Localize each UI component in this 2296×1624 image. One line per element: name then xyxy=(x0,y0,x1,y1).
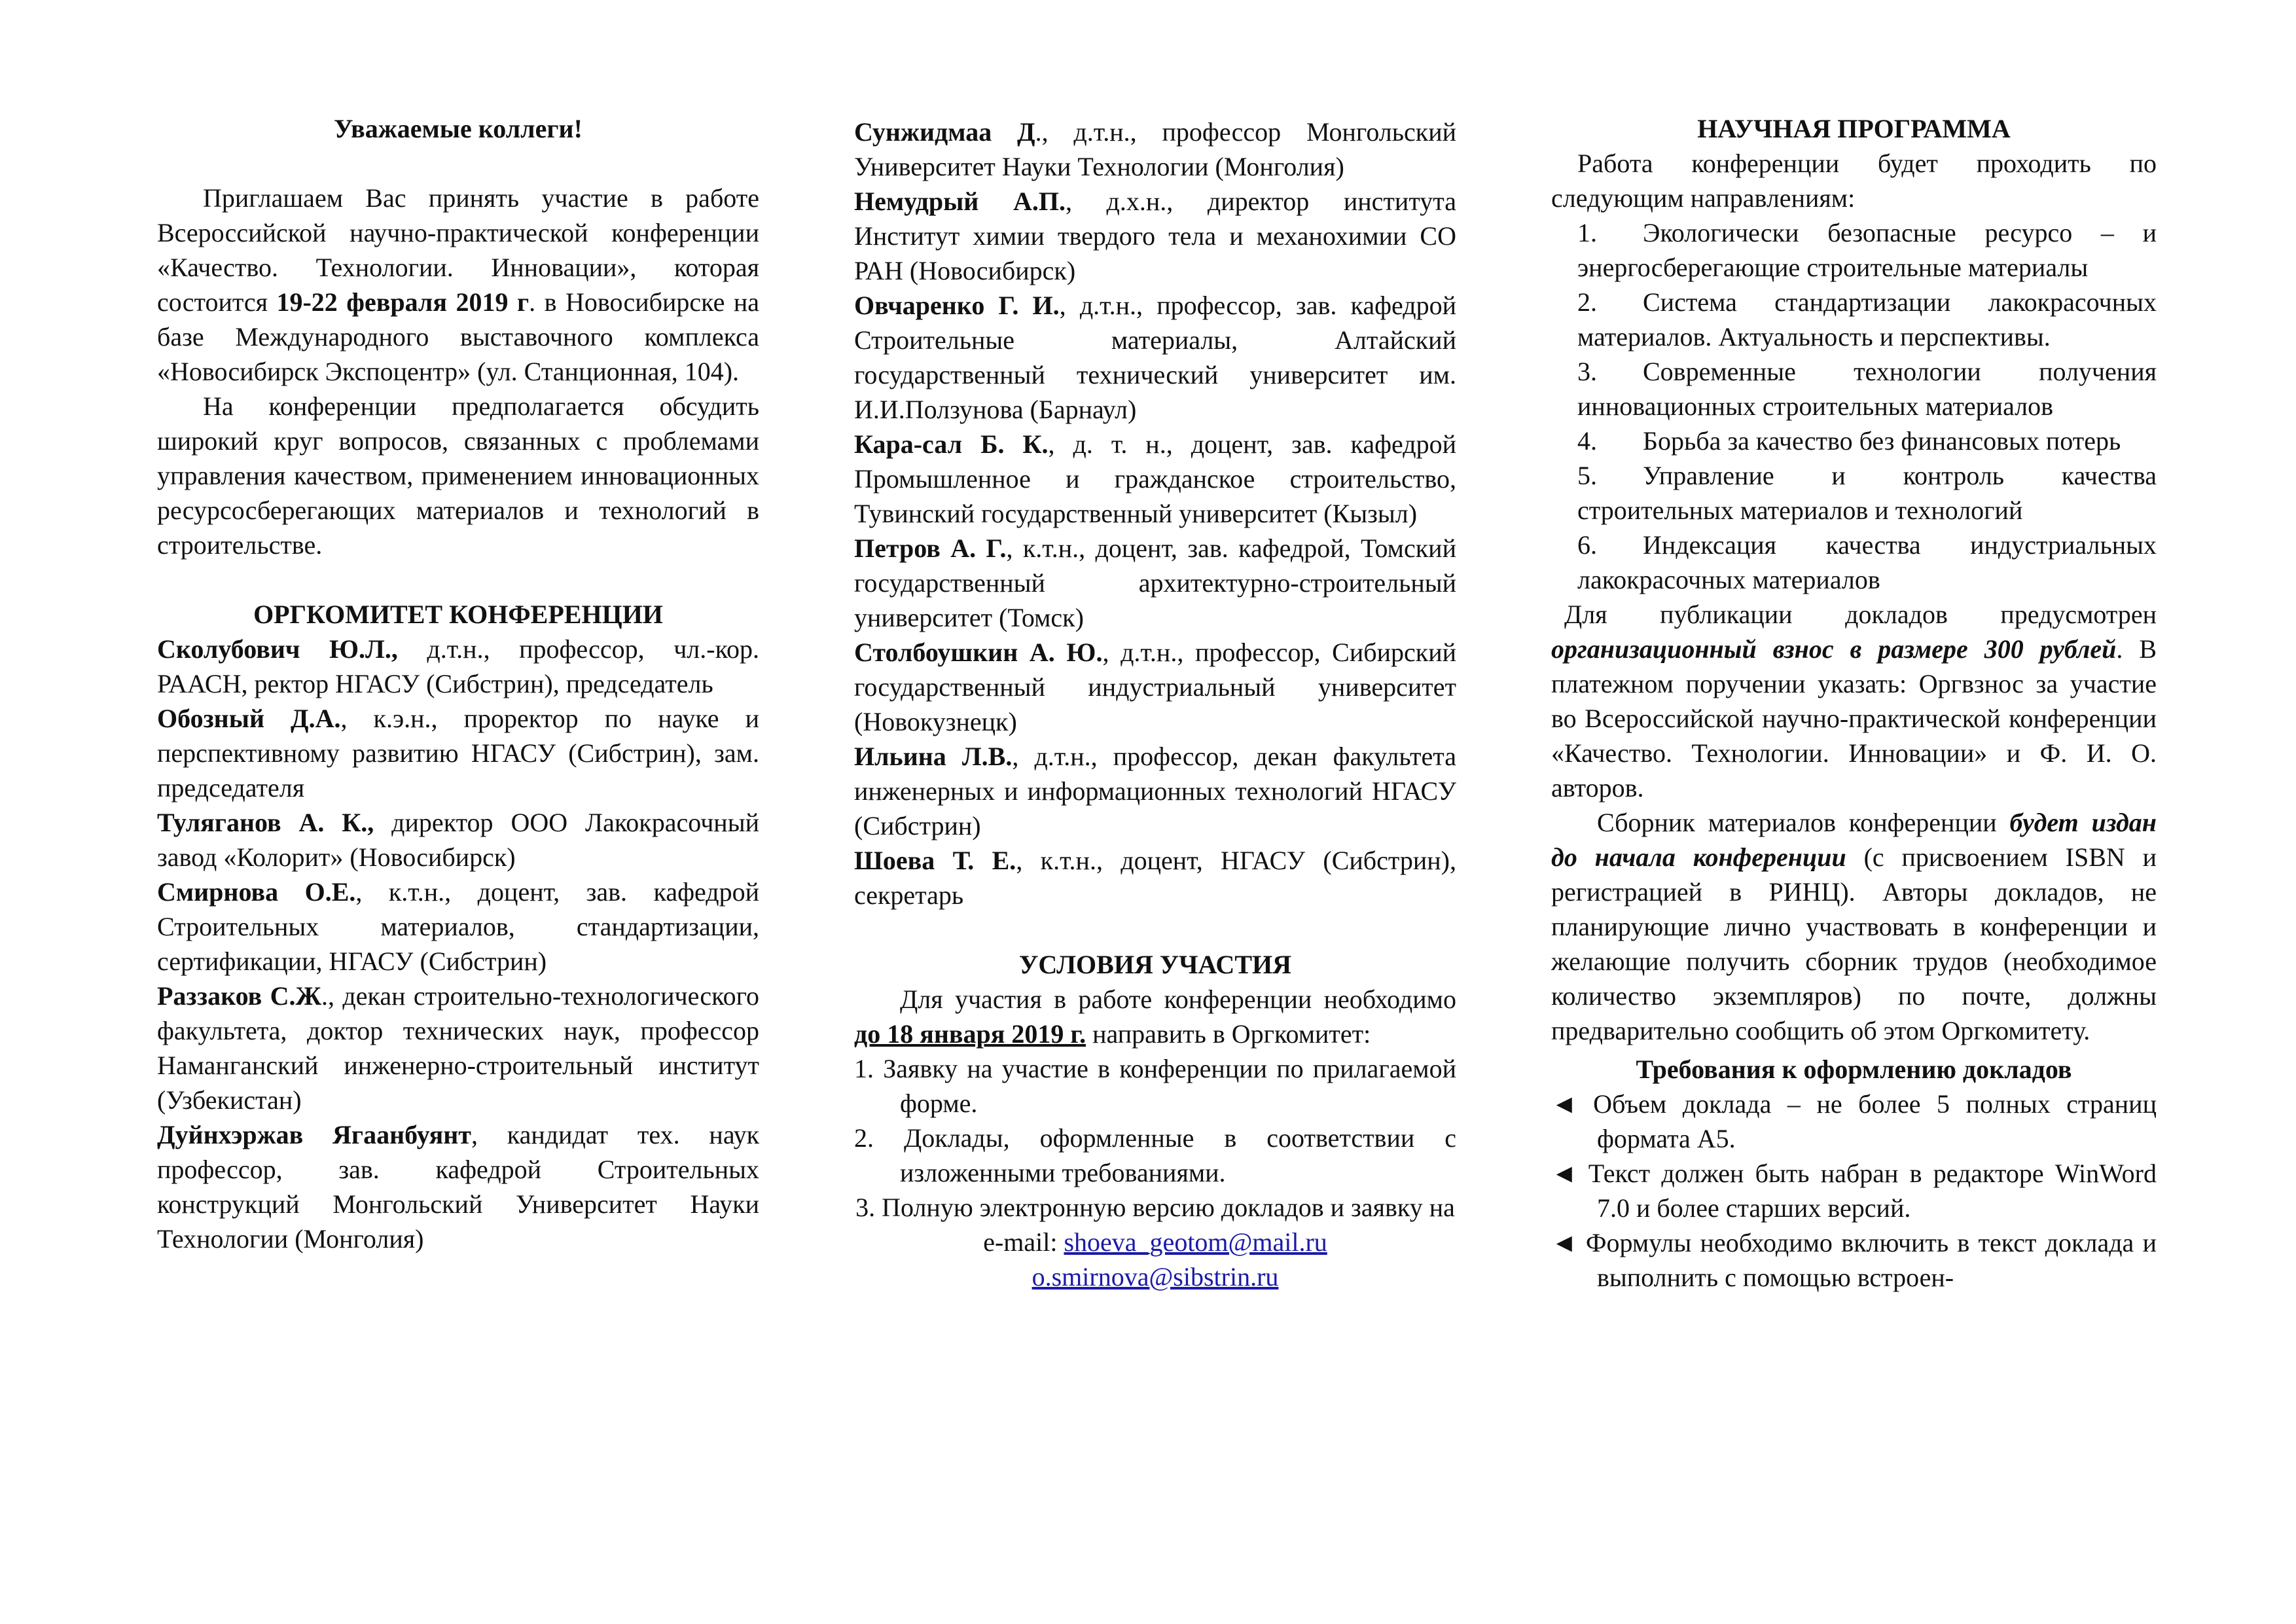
member-entry: Сколубович Ю.Л., д.т.н., профессор, чл.-кор. РААСН, ректор НГАСУ (Сибстрин), председатель xyxy=(157,634,759,698)
proceedings-paragraph: Сборник материалов конференции будет издан до начала конференции (с присвоением ISBN и регистрацией в РИНЦ). Авторы докладов, не планирующие лично участвовать в конференции и желающие получить сборник трудов (необходимое количество экземпляров) по почте, должны предварительно сообщить об этом Оргкомитету. xyxy=(1551,808,2157,1045)
member-entry: Сунжидмаа Д., д.т.н., профессор Монгольский Университет Науки Технологии (Монголия) xyxy=(854,117,1457,181)
direction-item: 6. Индексация качества индустриальных лакокрасочных материалов xyxy=(1577,530,2157,594)
requirements-list xyxy=(1551,1087,2157,1295)
direction-item: 3. Современные технологии получения инновационных строительных материалов xyxy=(1577,357,2157,421)
member-entry: Шоева Т. Е., к.т.н., доцент, НГАСУ (Сибстрин), секретарь xyxy=(854,846,1456,910)
email-link-smirnova[interactable]: o.smirnova@sibstrin.ru xyxy=(1031,1262,1279,1291)
member-entry: Дуйнхэржав Ягаанбуянт, кандидат тех. наук профессор, зав. кафедрой Строительных конструкций Монгольский Университет Науки Технологии (Монголия) xyxy=(157,1120,759,1254)
directions-list xyxy=(1551,215,2157,597)
scientific-program-heading: НАУЧНАЯ ПРОГРАММА xyxy=(1697,114,2011,143)
requirement-item: ◄ Формулы необходимо включить в текст доклада и выполнить с помощью встроен- xyxy=(1551,1228,2157,1292)
member-entry: Немудрый А.П., д.х.н., директор института Институт химии твердого тела и механохимии СО РАН (Новосибирск) xyxy=(854,187,1456,285)
member-entry: Смирнова О.Е., к.т.н., доцент, зав. кафедрой Строительных материалов, стандартизации, сертификации, НГАСУ (Сибстрин) xyxy=(157,877,759,976)
list-item: 3. Полную электронную версию докладов и заявку на e-mail: shoeva_geotom@mail.ru o.smirnova@sibstrin.ru xyxy=(855,1193,1455,1291)
list-item: 1. Заявку на участие в конференции по прилагаемой форме. xyxy=(854,1054,1456,1118)
direction-item: 2. Система стандартизации лакокрасочных материалов. Актуальность и перспективы. xyxy=(1577,287,2157,352)
column-right xyxy=(1551,111,2157,1295)
greeting-heading: Уважаемые коллеги! xyxy=(334,114,583,143)
intro-paragraph-2: На конференции предполагается обсудить широкий круг вопросов, связанных с проблемами управления качеством, применением инновационных ресурсосберегающих материалов и технологий в строительстве. xyxy=(157,391,759,560)
column-left xyxy=(157,111,759,1256)
orgcommittee-list-continued xyxy=(854,115,1456,912)
direction-item: 4. Борьба за качество без финансовых потерь xyxy=(1577,426,2121,456)
member-entry: Столбоушкин А. Ю., д.т.н., профессор, Сибирский государственный индустриальный университет (Новокузнецк) xyxy=(854,638,1457,736)
conditions-paragraph: Для участия в работе конференции необходимо до 18 января 2019 г. направить в Оргкомитет: xyxy=(854,984,1456,1049)
member-entry: Раззаков С.Ж., декан строительно-технологического факультета, доктор технических наук, профессор Наманганский инженерно-строительный институт (Узбекистан) xyxy=(157,981,759,1115)
member-entry: Кара-сал Б. К., д. т. н., доцент, зав. кафедрой Промышленное и гражданское строительство, Тувинский государственный университет (Кызыл) xyxy=(854,429,1457,528)
intro-paragraph: Приглашаем Вас принять участие в работе Всероссийской научно-практической конференции «Качество. Технологии. Инновации», которая состоится 19-22 февраля 2019 г. в Новосибирске на базе Международного выставочного комплекса «Новосибирск Экспоцентр» (ул. Станционная, 104). xyxy=(157,183,760,386)
list-item: 2. Доклады, оформленные в соответствии с изложенными требованиями. xyxy=(854,1123,1456,1187)
member-entry: Овчаренко Г. И., д.т.н., профессор, зав. кафедрой Строительные материалы, Алтайский государственный технический университет им. И.И.Ползунова (Барнаул) xyxy=(854,291,1456,424)
email-link-shoeva[interactable]: shoeva_geotom@mail.ru xyxy=(1064,1227,1327,1257)
orgcommittee-heading: ОРГКОМИТЕТ КОНФЕРЕНЦИИ xyxy=(253,600,663,629)
requirement-item: ◄ Объем доклада – не более 5 полных страниц формата А5. xyxy=(1551,1089,2157,1153)
conference-dates: 19-22 февраля 2019 г xyxy=(276,287,529,317)
requirement-item: ◄ Текст должен быть набран в редакторе WinWord 7.0 и более старших версий. xyxy=(1551,1159,2157,1223)
requirements-heading: Требования к оформлению докладов xyxy=(1636,1055,2072,1084)
direction-item: 1. Экологически безопасные ресурсо – и энергосберегающие строительные материалы xyxy=(1577,218,2157,282)
conditions-list xyxy=(854,1051,1456,1190)
conditions-heading: УСЛОВИЯ УЧАСТИЯ xyxy=(1018,950,1291,979)
member-entry: Петров А. Г., к.т.н., доцент, зав. кафедрой, Томский государственный архитектурно-строительный университет (Томск) xyxy=(854,533,1456,632)
member-entry: Ильина Л.В., д.т.н., профессор, декан факультета инженерных и информационных технологий НГАСУ (Сибстрин) xyxy=(854,742,1456,840)
column-middle xyxy=(854,115,1456,1294)
fee-paragraph: Для публикации докладов предусмотрен организационный взнос в размере 300 рублей. В платежном поручении указать: Оргвзнос за участие во Всероссийской научно-практической конференции «Качество. Технологии. Инновации» и Ф. И. О. авторов. xyxy=(1551,600,2157,803)
deadline: до 18 января 2019 г. xyxy=(854,1019,1086,1049)
direction-item: 5. Управление и контроль качества строительных материалов и технологий xyxy=(1577,461,2157,525)
fee-amount: организационный взнос в размере 300 рублей xyxy=(1551,634,2117,664)
program-intro: Работа конференции будет проходить по следующим направлениям: xyxy=(1551,149,2157,213)
member-entry: Туляганов А. К., директор ООО Лакокрасочный завод «Колорит» (Новосибирск) xyxy=(157,808,759,872)
orgcommittee-list xyxy=(157,632,759,1256)
member-entry: Обозный Д.А., к.э.н., проректор по науке и перспективному развитию НГАСУ (Сибстрин), зам. председателя xyxy=(157,704,759,803)
